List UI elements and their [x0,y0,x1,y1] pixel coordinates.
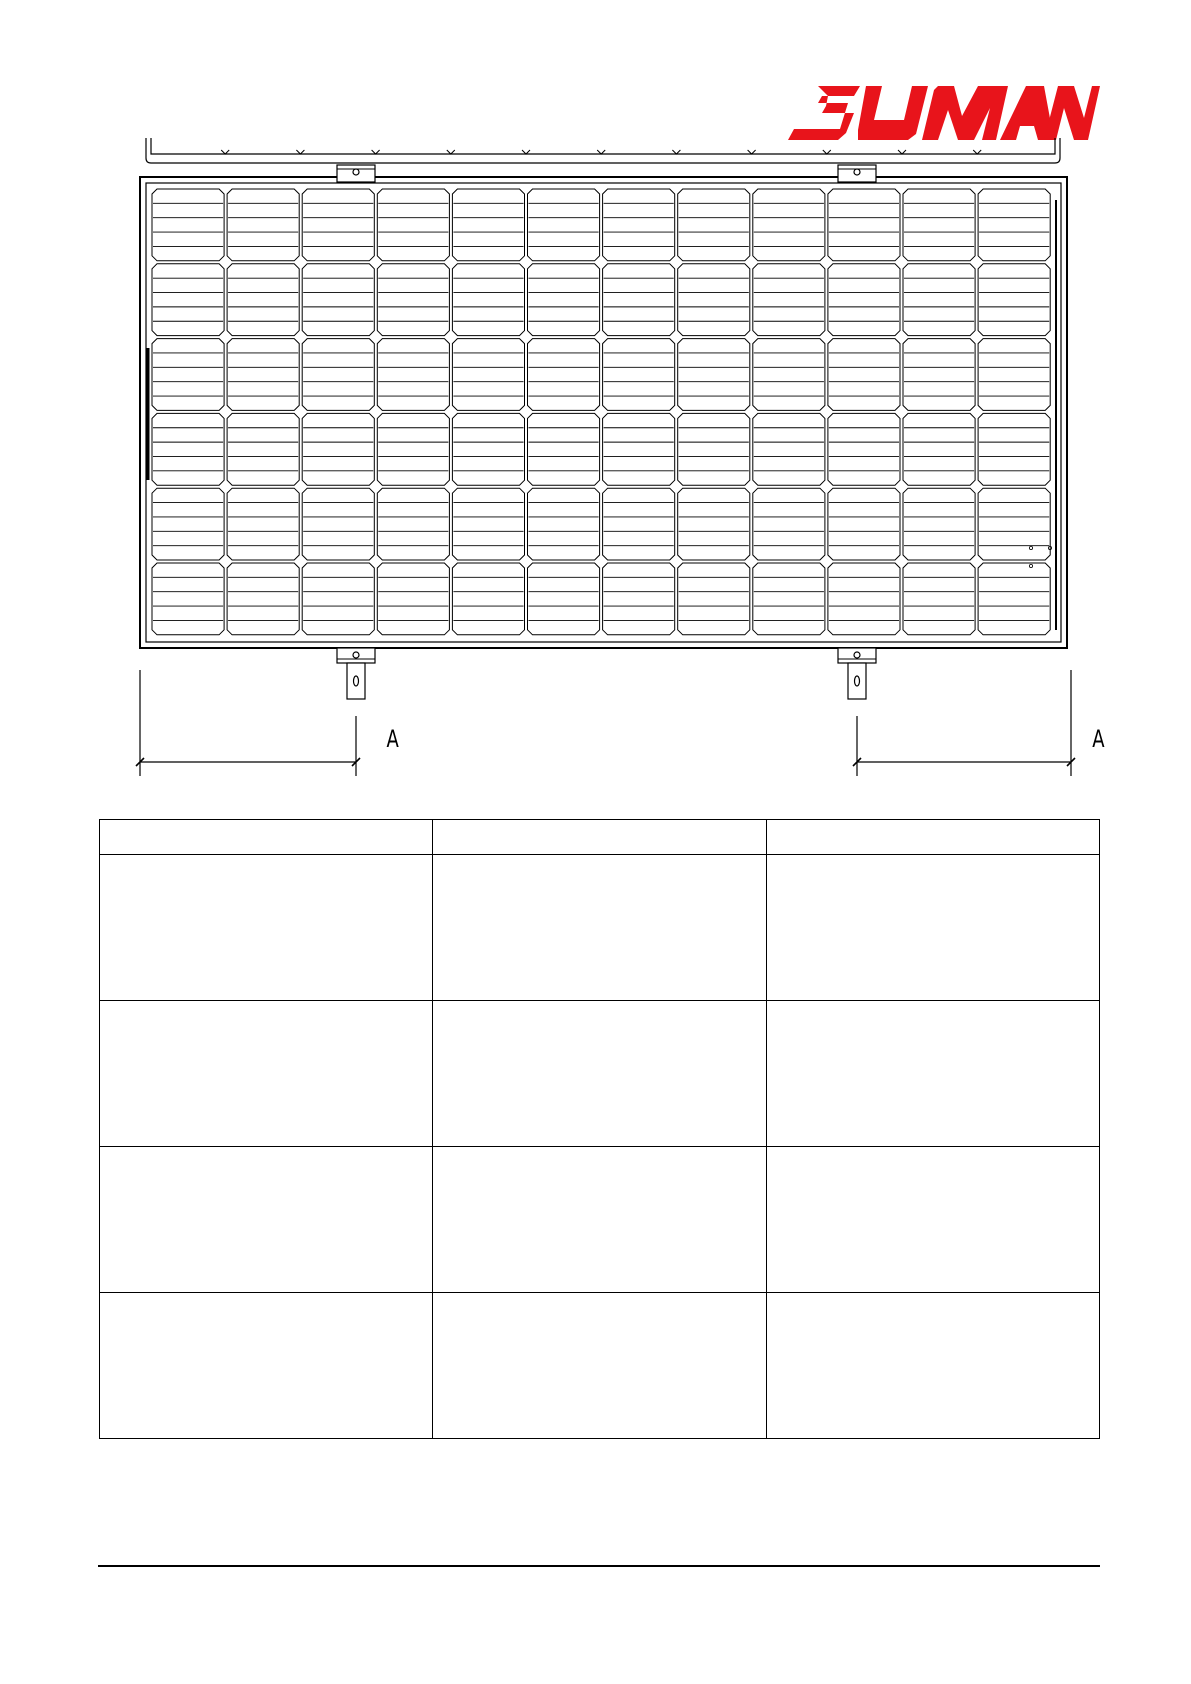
solar-cell [603,563,675,635]
solar-cell [678,339,750,411]
solar-cell [227,189,299,261]
table-cell [433,1293,766,1439]
solar-cell [377,413,449,485]
solar-cell [978,413,1050,485]
solar-cell [152,339,224,411]
table-cell [433,1147,766,1293]
solar-cell [828,264,900,336]
solar-cell [828,563,900,635]
solar-cell [152,563,224,635]
solar-cell [828,339,900,411]
solar-cell [828,189,900,261]
clamp-slot [354,676,359,686]
marker-dot [1029,564,1032,567]
table-cell [100,1001,433,1147]
solar-cell [152,488,224,560]
solar-cell [302,339,374,411]
table-header-row [100,820,1100,855]
mounting-clamps [337,165,876,699]
solar-cell [452,189,524,261]
solar-cell [152,264,224,336]
solar-cell [678,488,750,560]
solar-cell [678,413,750,485]
footer-rule [98,1565,1100,1567]
solar-cell [753,413,825,485]
table-cell [433,1001,766,1147]
solar-cell [528,264,600,336]
table-cell [766,1001,1099,1147]
solar-cell [227,264,299,336]
solar-cell [152,189,224,261]
solar-cell [978,563,1050,635]
table-cell [100,1147,433,1293]
solar-cell [452,413,524,485]
solar-cell [302,563,374,635]
solar-cell [452,563,524,635]
table-row [100,855,1100,1001]
solar-cell [302,413,374,485]
clamp-bolt [353,169,359,175]
cell-grid [152,189,1052,635]
solar-cell [978,339,1050,411]
solar-cell [377,189,449,261]
clamp-bolt [854,169,860,175]
table-cell [100,855,433,1001]
solar-cell [152,413,224,485]
solar-cell [227,339,299,411]
solar-cell [452,488,524,560]
header-cell [100,820,433,855]
solar-cell [603,264,675,336]
solar-cell [603,413,675,485]
table-cell [433,855,766,1001]
solar-cell [753,189,825,261]
solar-cell [528,339,600,411]
table-cell [100,1293,433,1439]
solar-cell [903,413,975,485]
table-cell [766,855,1099,1001]
solar-cell [978,189,1050,261]
table-row [100,1293,1100,1439]
solar-cell [753,488,825,560]
solar-cell [903,563,975,635]
solar-cell [377,339,449,411]
table-row [100,1001,1100,1147]
solar-cell [678,264,750,336]
solar-cell [753,264,825,336]
solar-cell [678,189,750,261]
solar-cell [903,488,975,560]
solar-cell [753,339,825,411]
solar-cell [302,488,374,560]
upper-module-edge [146,138,1060,163]
header-cell [433,820,766,855]
solar-cell [828,488,900,560]
solar-cell [828,413,900,485]
dimension-label-left: A [386,725,399,754]
clamp-bolt [353,652,359,658]
solar-cell [302,189,374,261]
solar-cell [452,264,524,336]
dimension-lines [136,670,1075,776]
module-inner-frame [146,183,1061,642]
solar-cell [528,413,600,485]
solar-cell [377,488,449,560]
solar-cell [978,488,1050,560]
solar-cell [603,339,675,411]
table-row [100,1147,1100,1293]
upper-module-outline [146,138,1060,163]
header-cell [766,820,1099,855]
solar-cell [377,563,449,635]
solar-module-drawing [0,0,1191,790]
solar-cell [753,563,825,635]
solar-cell [377,264,449,336]
solar-cell [227,563,299,635]
solar-cell [528,563,600,635]
solar-cell [603,488,675,560]
solar-cell [227,488,299,560]
clamp-bolt [854,652,860,658]
clamp-slot [855,676,860,686]
solar-cell [603,189,675,261]
dimension-label-right: A [1092,725,1105,754]
solar-cell [528,189,600,261]
solar-cell [903,264,975,336]
solar-cell [903,189,975,261]
solar-cell [678,563,750,635]
marker-dot [1029,546,1032,549]
solar-cell [452,339,524,411]
table-cell [766,1147,1099,1293]
solar-cell [227,413,299,485]
table-cell [766,1293,1099,1439]
solar-cell [528,488,600,560]
spec-table [99,819,1100,1439]
solar-cell [978,264,1050,336]
solar-cell [302,264,374,336]
solar-cell [903,339,975,411]
